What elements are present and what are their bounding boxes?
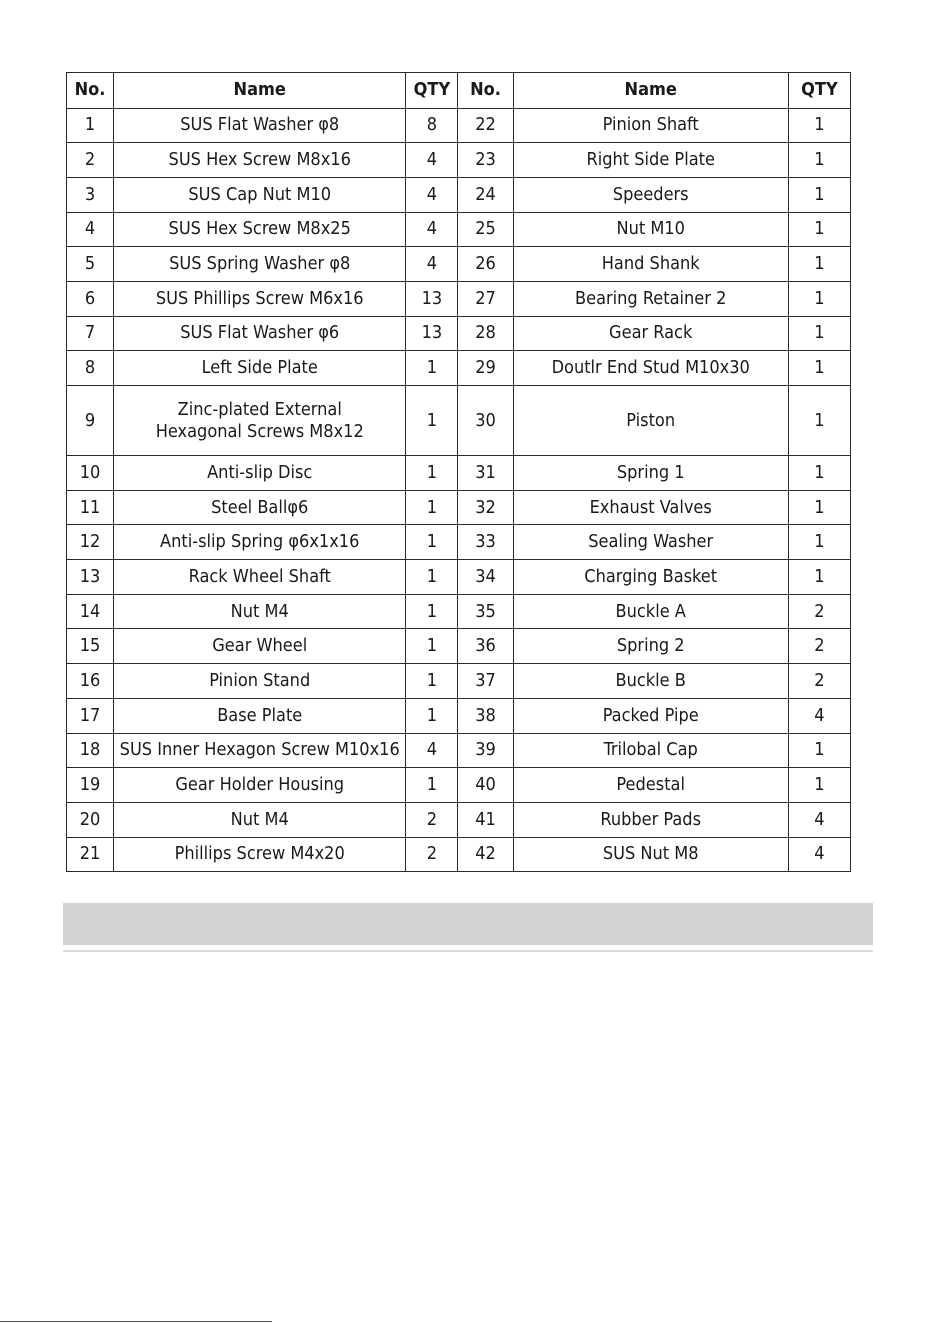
item-qty-right: 1 — [788, 733, 850, 768]
item-name-right: Piston — [513, 386, 788, 456]
item-name-right: Trilobal Cap — [513, 733, 788, 768]
item-qty-right: 1 — [788, 281, 850, 316]
item-qty-left: 1 — [406, 594, 458, 629]
table-row — [67, 664, 851, 699]
item-qty-left: 1 — [406, 629, 458, 664]
item-number-right: 36 — [458, 629, 513, 664]
item-qty-left: 1 — [406, 490, 458, 525]
header-no-right: No. — [458, 73, 513, 109]
table-row — [67, 351, 851, 386]
item-number-right: 27 — [458, 281, 513, 316]
table-row — [67, 247, 851, 282]
item-name-right: Rubber Pads — [513, 802, 788, 837]
item-qty-right: 1 — [788, 525, 850, 560]
item-qty-left: 4 — [406, 177, 458, 212]
item-qty-left: 1 — [406, 456, 458, 491]
item-name-right: Buckle B — [513, 664, 788, 699]
item-number-right: 41 — [458, 802, 513, 837]
item-qty-right: 4 — [788, 802, 850, 837]
item-name-right: Sealing Washer — [513, 525, 788, 560]
table-row — [67, 386, 851, 456]
item-qty-left: 8 — [406, 108, 458, 143]
item-qty-right: 1 — [788, 351, 850, 386]
table-row — [67, 698, 851, 733]
item-number-left: 8 — [67, 351, 114, 386]
table-row — [67, 733, 851, 768]
item-qty-left: 2 — [406, 802, 458, 837]
item-name-right: Spring 1 — [513, 456, 788, 491]
table-row — [67, 143, 851, 178]
item-number-left: 15 — [67, 629, 114, 664]
item-name-left: SUS Flat Washer φ8 — [114, 108, 406, 143]
item-number-right: 32 — [458, 490, 513, 525]
item-name-right: Pedestal — [513, 768, 788, 803]
item-qty-right: 1 — [788, 768, 850, 803]
footnote-rule — [0, 1321, 272, 1322]
item-qty-right: 4 — [788, 698, 850, 733]
item-number-right: 34 — [458, 560, 513, 595]
item-qty-right: 4 — [788, 837, 850, 872]
item-name-right: Hand Shank — [513, 247, 788, 282]
item-name-right: Doutlr End Stud M10x30 — [513, 351, 788, 386]
item-name-left: Base Plate — [114, 698, 406, 733]
section-header-band — [63, 903, 873, 945]
table-row — [67, 108, 851, 143]
item-name-right: Packed Pipe — [513, 698, 788, 733]
header-qty-right: QTY — [788, 73, 850, 109]
item-qty-right: 1 — [788, 386, 850, 456]
item-number-right: 42 — [458, 837, 513, 872]
item-number-right: 25 — [458, 212, 513, 247]
item-name-left: SUS Hex Screw M8x25 — [114, 212, 406, 247]
item-name-left: SUS Spring Washer φ8 — [114, 247, 406, 282]
item-name-left: Left Side Plate — [114, 351, 406, 386]
item-name-left: Pinion Stand — [114, 664, 406, 699]
item-number-left: 16 — [67, 664, 114, 699]
item-number-left: 13 — [67, 560, 114, 595]
item-qty-right: 1 — [788, 316, 850, 351]
item-name-left: SUS Cap Nut M10 — [114, 177, 406, 212]
item-number-left: 3 — [67, 177, 114, 212]
item-number-left: 18 — [67, 733, 114, 768]
table-header-row — [67, 73, 851, 109]
item-qty-left: 1 — [406, 386, 458, 456]
item-number-left: 14 — [67, 594, 114, 629]
header-qty-left: QTY — [406, 73, 458, 109]
item-name-left: Nut M4 — [114, 594, 406, 629]
item-name-left: SUS Flat Washer φ6 — [114, 316, 406, 351]
item-qty-right: 2 — [788, 594, 850, 629]
item-number-right: 38 — [458, 698, 513, 733]
table-row — [67, 560, 851, 595]
item-number-left: 20 — [67, 802, 114, 837]
header-name-left: Name — [114, 73, 406, 109]
item-number-right: 24 — [458, 177, 513, 212]
item-name-left: Nut M4 — [114, 802, 406, 837]
item-name-right: Exhaust Valves — [513, 490, 788, 525]
item-name-left: Steel Ballφ6 — [114, 490, 406, 525]
item-number-left: 21 — [67, 837, 114, 872]
item-name-right: Bearing Retainer 2 — [513, 281, 788, 316]
item-name-left: Gear Wheel — [114, 629, 406, 664]
item-name-right: Speeders — [513, 177, 788, 212]
table-row — [67, 177, 851, 212]
item-number-left: 7 — [67, 316, 114, 351]
item-number-right: 31 — [458, 456, 513, 491]
header-name-right: Name — [513, 73, 788, 109]
item-qty-left: 1 — [406, 768, 458, 803]
table-row — [67, 212, 851, 247]
item-qty-right: 1 — [788, 456, 850, 491]
item-number-left: 5 — [67, 247, 114, 282]
section-divider — [63, 950, 873, 952]
item-name-right: Gear Rack — [513, 316, 788, 351]
item-qty-left: 4 — [406, 212, 458, 247]
item-qty-left: 1 — [406, 664, 458, 699]
item-number-right: 29 — [458, 351, 513, 386]
item-qty-left: 4 — [406, 247, 458, 282]
item-qty-right: 1 — [788, 490, 850, 525]
item-name-right: Right Side Plate — [513, 143, 788, 178]
table-row — [67, 802, 851, 837]
item-number-right: 26 — [458, 247, 513, 282]
item-qty-left: 1 — [406, 698, 458, 733]
item-name-left: Gear Holder Housing — [114, 768, 406, 803]
item-qty-right: 2 — [788, 629, 850, 664]
item-name-right: Spring 2 — [513, 629, 788, 664]
item-qty-left: 4 — [406, 143, 458, 178]
item-number-right: 37 — [458, 664, 513, 699]
item-qty-right: 2 — [788, 664, 850, 699]
item-name-left: SUS Phillips Screw M6x16 — [114, 281, 406, 316]
parts-list-table — [66, 72, 851, 872]
item-number-left: 4 — [67, 212, 114, 247]
item-number-left: 1 — [67, 108, 114, 143]
item-name-right: Pinion Shaft — [513, 108, 788, 143]
item-qty-right: 1 — [788, 143, 850, 178]
item-qty-left: 13 — [406, 281, 458, 316]
table-row — [67, 837, 851, 872]
table-row — [67, 594, 851, 629]
item-number-left: 17 — [67, 698, 114, 733]
item-name-left: SUS Hex Screw M8x16 — [114, 143, 406, 178]
item-name-right: Nut M10 — [513, 212, 788, 247]
item-number-right: 23 — [458, 143, 513, 178]
item-number-left: 2 — [67, 143, 114, 178]
table-row — [67, 316, 851, 351]
item-name-left: SUS Inner Hexagon Screw M10x16 — [114, 733, 406, 768]
item-number-right: 28 — [458, 316, 513, 351]
item-number-right: 40 — [458, 768, 513, 803]
table-row — [67, 525, 851, 560]
item-name-left: Rack Wheel Shaft — [114, 560, 406, 595]
item-number-right: 33 — [458, 525, 513, 560]
item-number-right: 35 — [458, 594, 513, 629]
table-row — [67, 456, 851, 491]
item-qty-left: 1 — [406, 525, 458, 560]
item-qty-right: 1 — [788, 247, 850, 282]
item-name-left: Phillips Screw M4x20 — [114, 837, 406, 872]
item-number-left: 10 — [67, 456, 114, 491]
header-no-left: No. — [67, 73, 114, 109]
item-qty-left: 1 — [406, 560, 458, 595]
item-number-right: 30 — [458, 386, 513, 456]
item-name-right: Charging Basket — [513, 560, 788, 595]
table-row — [67, 768, 851, 803]
item-qty-right: 1 — [788, 108, 850, 143]
table-row — [67, 629, 851, 664]
item-qty-left: 2 — [406, 837, 458, 872]
item-name-left: Anti-slip Spring φ6x1x16 — [114, 525, 406, 560]
item-number-left: 19 — [67, 768, 114, 803]
item-number-right: 22 — [458, 108, 513, 143]
item-name-right: SUS Nut M8 — [513, 837, 788, 872]
item-number-left: 9 — [67, 386, 114, 456]
item-qty-right: 1 — [788, 560, 850, 595]
item-name-left: Anti-slip Disc — [114, 456, 406, 491]
item-name-left: Zinc-plated External Hexagonal Screws M8x12 — [114, 386, 406, 456]
item-qty-left: 13 — [406, 316, 458, 351]
item-qty-right: 1 — [788, 177, 850, 212]
item-qty-left: 4 — [406, 733, 458, 768]
item-name-right: Buckle A — [513, 594, 788, 629]
item-qty-left: 1 — [406, 351, 458, 386]
item-qty-right: 1 — [788, 212, 850, 247]
table-row — [67, 281, 851, 316]
item-number-left: 11 — [67, 490, 114, 525]
item-number-left: 6 — [67, 281, 114, 316]
table-row — [67, 490, 851, 525]
item-number-right: 39 — [458, 733, 513, 768]
item-number-left: 12 — [67, 525, 114, 560]
